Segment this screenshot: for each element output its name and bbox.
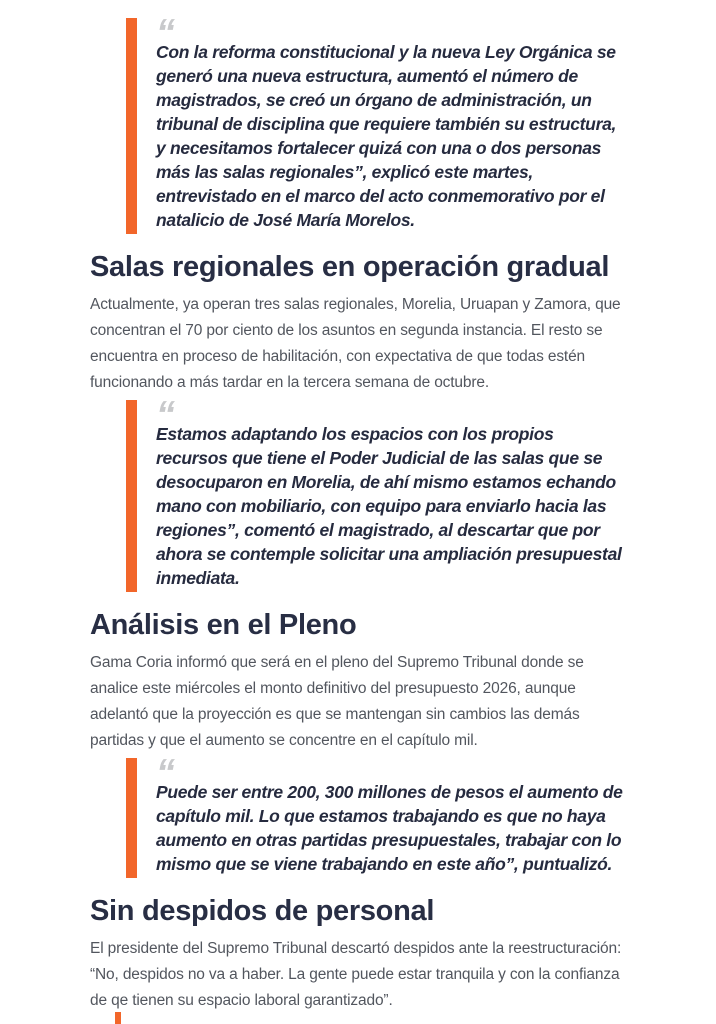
pull-quote-text: Puede ser entre 200, 300 millones de pesos el aumento de capítulo mil. Lo que estamos trabajando es que no haya aumento en otras partidas presupuestales, trabajar con lo mismo que se viene trabajando en este año”, puntualizó. <box>156 782 623 874</box>
next-quote-accent-bar <box>115 1012 121 1024</box>
body-paragraph: Actualmente, ya operan tres salas regionales, Morelia, Uruapan y Zamora, que concentran el 70 por ciento de los asuntos en segunda instancia. El resto se encuentra en proceso de habilitación, con expectativa de que todas estén funcionando a más tardar en la tercera semana de octubre. <box>90 296 621 391</box>
section-heading-salas-regionales: Salas regionales en operación gradual <box>90 251 610 283</box>
pull-quote-2 <box>126 394 628 592</box>
section-heading-sin-despidos: Sin despidos de personal <box>90 895 435 927</box>
body-paragraph: Gama Coria informó que será en el pleno del Supremo Tribunal donde se analice este miércoles el monto definitivo del presupuesto 2026, aunque adelantó que la proyección es que se mantengan sin cambios las demás partidas y que el aumento se concentre en el capítulo mil. <box>90 654 584 749</box>
pull-quote-1 <box>126 12 628 234</box>
open-quote-icon: “ <box>156 394 177 436</box>
body-paragraph: El presidente del Supremo Tribunal descartó despidos ante la reestructuración: “No, despidos no va a haber. La gente puede estar tranquila y con la confianza de qe tienen su espacio laboral garantizado”. <box>90 940 622 1009</box>
open-quote-icon: “ <box>156 752 177 794</box>
pull-quote-text: Con la reforma constitucional y la nueva Ley Orgánica se generó una nueva estructura, aumentó el número de magistrados, se creó un órgano de administración, un tribunal de disciplina que requiere también su estructura, y necesitamos fortalecer quizá con una o dos personas más las salas regionales”, explicó este martes, entrevistado en el marco del acto conmemorativo por el natalicio de José María Morelos. <box>156 42 617 230</box>
pull-quote-text: Estamos adaptando los espacios con los propios recursos que tiene el Poder Judicial de las salas que se desocuparon en Morelia, de ahí mismo estamos echando mano con mobiliario, con equipo para enviarlo hacia las regiones”, comentó el magistrado, al descartar que por ahora se contemple solicitar una ampliación presupuestal inmediata. <box>156 424 622 588</box>
open-quote-icon: “ <box>156 12 177 54</box>
section-heading-analisis-pleno: Análisis en el Pleno <box>90 609 357 641</box>
pull-quote-3 <box>126 752 628 878</box>
